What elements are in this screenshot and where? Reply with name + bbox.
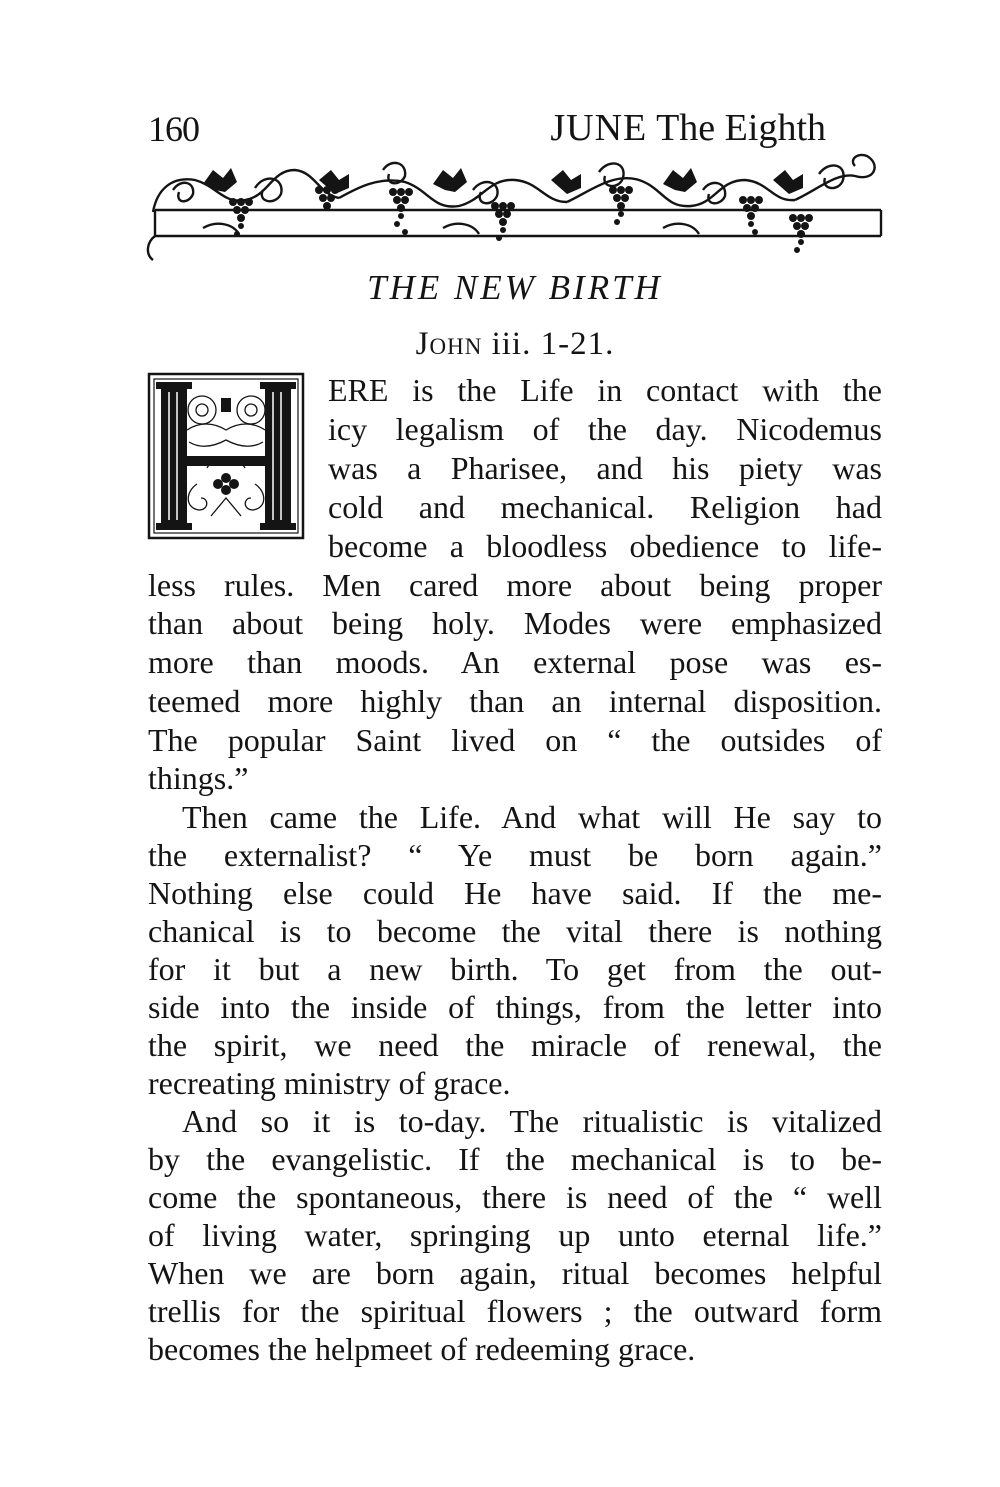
page-header — [148, 102, 888, 152]
running-head-month: JUNE — [550, 107, 648, 149]
text-line: teemed more highly than an internal disposition. — [148, 683, 882, 719]
text-line: come the spontaneous, there is need of the “ well — [148, 1179, 882, 1215]
text-line: Nothing else could He have said. If the me- — [148, 875, 882, 911]
text-line: cold and mechanical. Religion had — [328, 489, 882, 525]
ornamental-initial-icon — [147, 372, 307, 540]
text-line: becomes the helpmeet of redeeming grace. — [148, 1331, 696, 1367]
text-line: The popular Saint lived on “ the outsides of — [148, 722, 882, 758]
text-line: side into the inside of things, from the letter into — [148, 989, 882, 1025]
text-line: the externalist? “ Ye must be born again.” — [148, 837, 882, 873]
drop-cap — [147, 372, 307, 540]
text-line: Then came the Life. And what will He say to — [182, 799, 882, 835]
reference-verses: iii. 1-21. — [491, 326, 615, 362]
text-line: than about being holy. Modes were emphasized — [148, 605, 882, 641]
text-line: become a bloodless obedience to life- — [328, 528, 882, 564]
text-line: the spirit, we need the miracle of renewal, the — [148, 1027, 882, 1063]
text-line: things.” — [148, 760, 249, 796]
chapter-title: THE NEW BIRTH — [367, 268, 663, 307]
reference-book: John — [415, 326, 483, 362]
text-line: was a Pharisee, and his piety was — [328, 450, 882, 486]
running-head-day: The Eighth — [656, 107, 826, 149]
scripture-reference — [0, 326, 1000, 363]
text-line: When we are born again, ritual becomes helpful — [148, 1255, 882, 1291]
page-number: 160 — [148, 109, 199, 149]
running-head — [550, 106, 826, 150]
text-line: by the evangelistic. If the mechanical is to be- — [148, 1141, 882, 1177]
text-line: trellis for the spiritual flowers ; the outward form — [148, 1293, 882, 1329]
grapevine-ornament-icon — [143, 150, 888, 265]
text-line: for it but a new birth. To get from the out- — [148, 951, 882, 987]
text-line: chanical is to become the vital there is nothing — [148, 913, 882, 949]
text-line: of living water, springing up unto eternal life.” — [148, 1217, 882, 1253]
text-line: less rules. Men cared more about being proper — [148, 567, 882, 603]
text-line: icy legalism of the day. Nicodemus — [328, 411, 882, 447]
text-line: And so it is to-day. The ritualistic is vitalized — [182, 1103, 882, 1139]
text-line: more than moods. An external pose was es- — [148, 644, 882, 680]
text-line: recreating ministry of grace. — [148, 1065, 511, 1101]
text-line: ERE is the Life in contact with the — [328, 372, 882, 408]
